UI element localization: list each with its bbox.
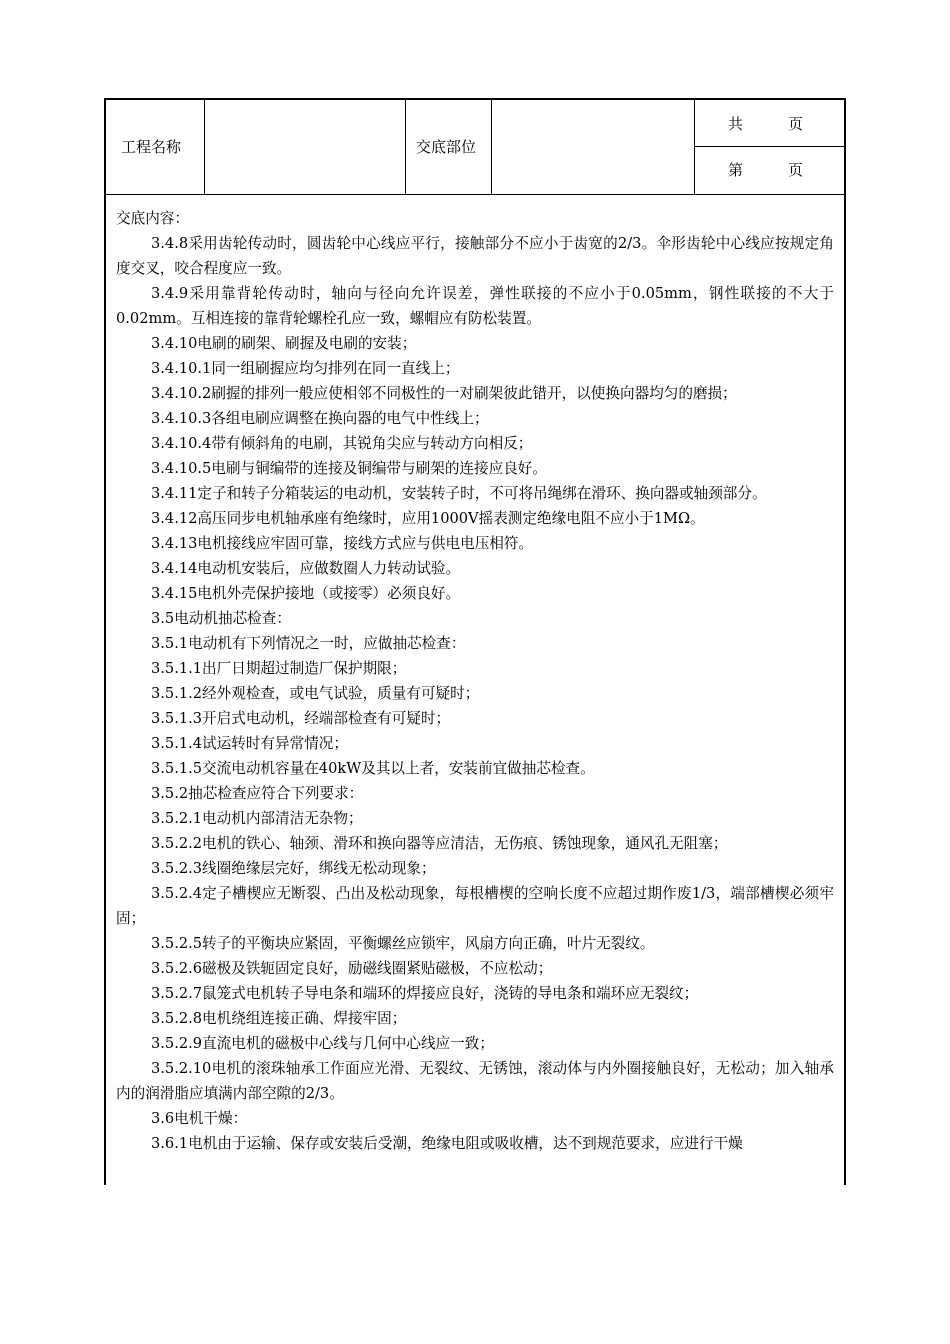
paragraph: 3.5.2.7鼠笼式电机转子导电条和端环的焊接应良好，浇铸的导电条和端环应无裂纹； (151, 985, 699, 1002)
divider (491, 100, 492, 194)
paragraph: 3.6.1电机由于运输、保存或安装后受潮，绝缘电阻或吸收槽，达不到规范要求，应进行干燥 (151, 1135, 743, 1152)
paragraph: 3.5.1.4试运转时有异常情况； (151, 735, 348, 752)
content-area (106, 194, 844, 1156)
paragraph: 3.5.1.2经外观检查，或电气试验，质量有可疑时； (151, 685, 480, 702)
paragraph: 3.5.1.1出厂日期超过制造厂保护期限； (151, 660, 407, 677)
content-label: 交底内容： (116, 210, 189, 227)
paragraph: 3.4.10.1同一组刷握应均匀排列在同一直线上； (151, 360, 460, 377)
paragraph: 3.5.2.1电动机内部清洁无杂物； (151, 810, 363, 827)
paragraph: 3.5.2抽芯检查应符合下列要求： (151, 785, 364, 802)
paragraph: 3.5.2.4定子槽楔应无断裂、凸出及松动现象，每根槽楔的空响长度不应超过期作废1/3，端部槽楔必须牢固； (116, 885, 834, 927)
paragraph: 3.5.1.5交流电动机容量在40kW及其以上者，安装前宜做抽芯检查。 (151, 760, 595, 777)
paragraph: 3.5.2.2电机的铁心、轴颈、滑环和换向器等应清洁，无伤痕、锈蚀现象，通风孔无阻塞； (151, 835, 728, 852)
paragraph: 3.4.15电机外壳保护接地（或接零）必须良好。 (151, 585, 461, 602)
disclosure-form (104, 98, 846, 1185)
paragraph: 3.6电机干燥： (151, 1110, 248, 1127)
paragraph: 3.5.2.10电机的滚珠轴承工作面应光滑、无裂纹、无锈蚀，滚动体与内外圈接触良好，无松动；加入轴承内的润滑脂应填满内部空隙的2/3。 (116, 1060, 834, 1102)
paragraph: 3.4.13电机接线应牢固可靠，接线方式应与供电电压相符。 (151, 535, 534, 552)
total-pages-label: 共 页 (728, 115, 804, 133)
divider (694, 100, 695, 194)
paragraph: 3.4.9采用靠背轮传动时，轴向与径向允许误差，弹性联接的不应小于0.05mm，钢性联接的不大于0.02mm。互相连接的靠背轮螺栓孔应一致，螺帽应有防松装置。 (116, 285, 834, 327)
paragraph: 3.5.2.6磁极及铁轭固定良好，励磁线圈紧贴磁极，不应松动； (151, 960, 553, 977)
paragraph: 3.4.12高压同步电机轴承座有绝缘时，应用1000V摇表测定绝缘电阻不应小于1MΩ。 (151, 510, 705, 527)
paragraph: 3.5.2.5转子的平衡块应紧固，平衡螺丝应锁牢，风扇方向正确，叶片无裂纹。 (151, 935, 655, 952)
paragraph: 3.4.10.2刷握的排列一般应使相邻不同极性的一对刷架彼此错开，以使换向器均匀的磨损； (151, 385, 737, 402)
paragraph: 3.5.1.3开启式电动机，经端部检查有可疑时； (151, 710, 451, 727)
paragraph: 3.4.14电动机安装后，应做数圈人力转动试验。 (151, 560, 461, 577)
paragraph: 3.4.10.3各组电刷应调整在换向器的电气中性线上； (151, 410, 489, 427)
paragraph: 3.5.1电动机有下列情况之一时，应做抽芯检查： (151, 635, 466, 652)
paragraph: 3.5.2.3线圈绝缘层完好，绑线无松动现象； (151, 860, 436, 877)
divider (695, 146, 846, 147)
form-header (106, 100, 844, 195)
paragraph: 3.5电动机抽芯检查： (151, 610, 291, 627)
divider (204, 100, 205, 194)
divider (405, 100, 406, 194)
location-label: 交底部位 (416, 138, 477, 156)
paragraph: 3.4.10.4带有倾斜角的电刷，其锐角尖应与转动方向相反； (151, 435, 533, 452)
paragraph: 3.4.10电刷的刷架、刷握及电刷的安装； (151, 335, 417, 352)
project-name-label: 工程名称 (121, 138, 182, 156)
paragraph: 3.5.2.9直流电机的磁极中心线与几何中心线应一致； (151, 1035, 494, 1052)
paragraph: 3.4.8采用齿轮传动时，圆齿轮中心线应平行，接触部分不应小于齿宽的2/3。伞形齿轮中心线应按规定角度交叉，咬合程度应一致。 (116, 235, 834, 277)
paragraph: 3.5.2.8电机绕组连接正确、焊接牢固； (151, 1010, 407, 1027)
page-number-label: 第 页 (728, 161, 804, 179)
paragraph: 3.4.11定子和转子分箱装运的电动机，安装转子时，不可将吊绳绑在滑环、换向器或轴颈部分。 (151, 485, 767, 502)
paragraph: 3.4.10.5电刷与铜编带的连接及铜编带与刷架的连接应良好。 (151, 460, 548, 477)
